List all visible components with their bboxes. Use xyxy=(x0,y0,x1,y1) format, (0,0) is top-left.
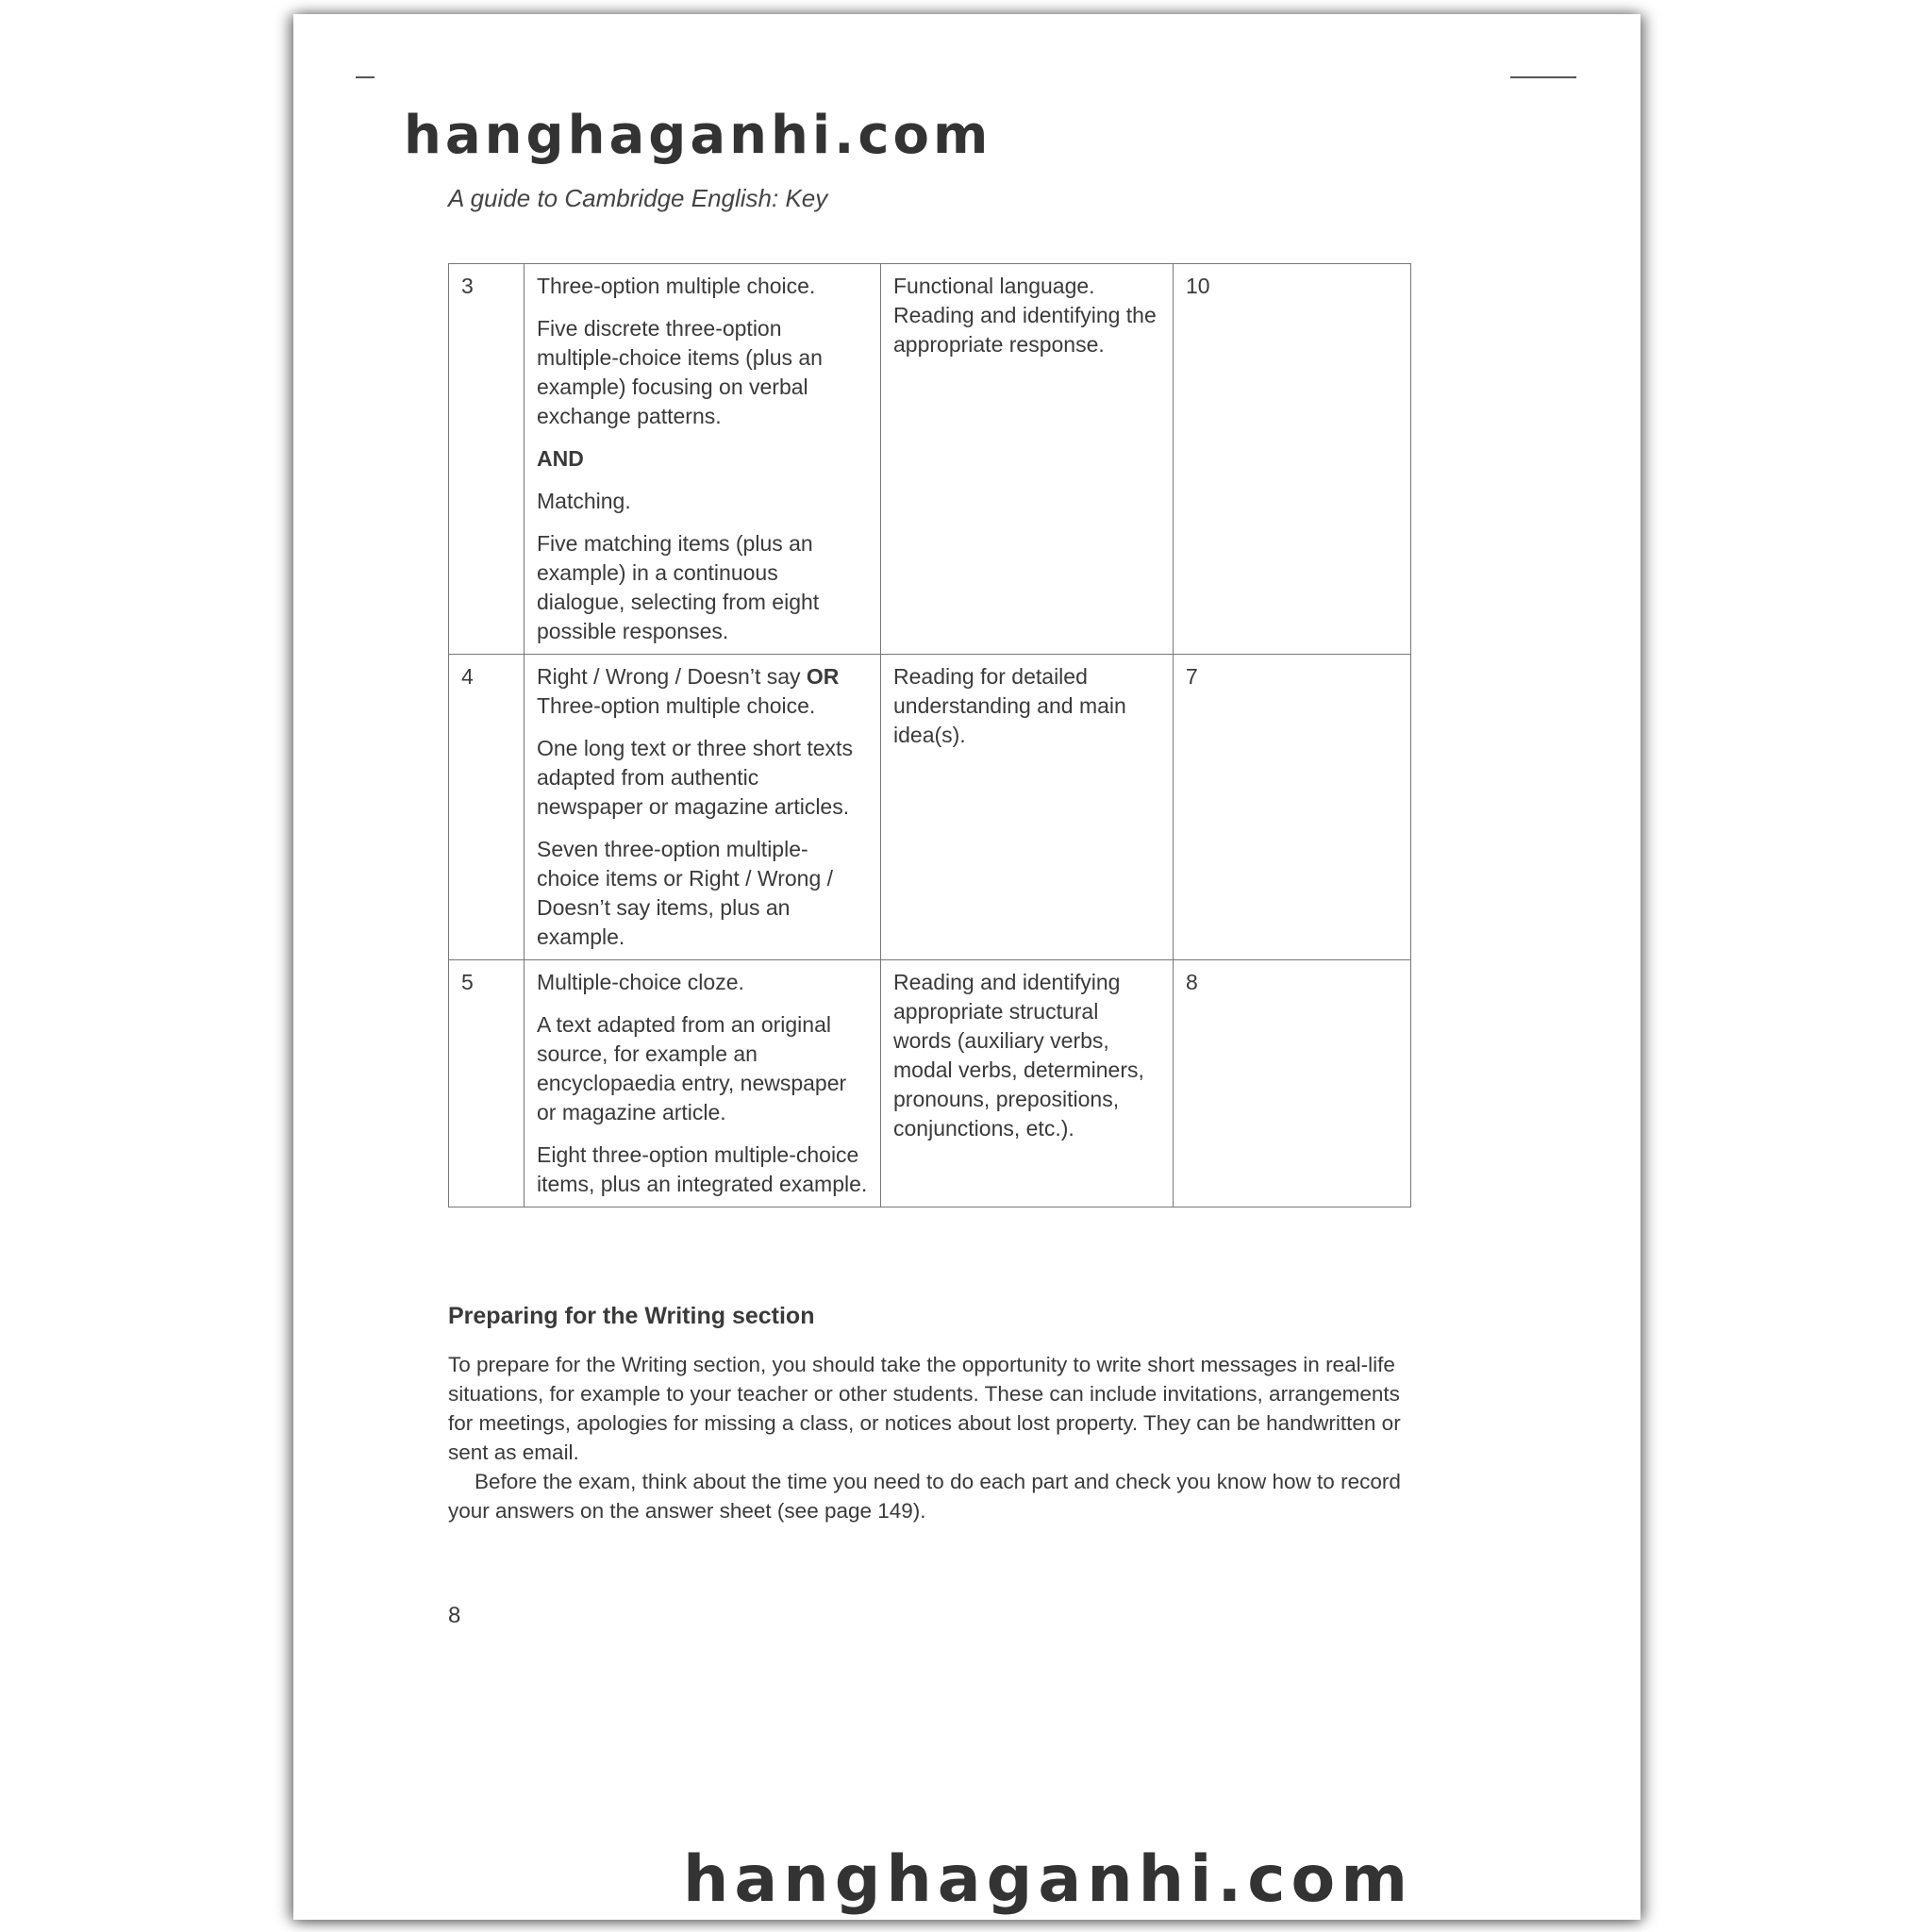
watermark-top: hanghaganhi.com xyxy=(404,105,992,166)
running-head: A guide to Cambridge English: Key xyxy=(448,184,828,212)
part-number: 3 xyxy=(449,264,525,655)
task-format-cell xyxy=(525,655,881,960)
reading-parts-table xyxy=(448,263,1411,1208)
part-number: 4 xyxy=(449,655,525,960)
document-page xyxy=(293,14,1641,1920)
questions-cell: 8 xyxy=(1174,960,1411,1208)
format-text-or: OR xyxy=(806,664,840,689)
format-text-part: Right / Wrong / Doesn’t say xyxy=(537,664,807,689)
format-text: Seven three-option multiple-choice items or Right / Wrong / Doesn’t say items, plus an example. xyxy=(537,837,834,949)
format-text: Matching. xyxy=(537,489,631,513)
table-row xyxy=(449,264,1411,655)
table-row xyxy=(449,655,1411,960)
focus-cell: Functional language. Reading and identifying the appropriate response. xyxy=(881,264,1174,655)
format-text: A text adapted from an original source, for example an encyclopaedia entry, newspaper or magazine article. xyxy=(537,1012,847,1124)
questions-cell: 7 xyxy=(1174,655,1411,960)
section-body xyxy=(448,1350,1420,1525)
questions-cell: 10 xyxy=(1174,264,1411,655)
format-text: Eight three-option multiple-choice items, plus an integrated example. xyxy=(537,1142,868,1196)
format-text: Multiple-choice cloze. xyxy=(537,970,744,994)
focus-cell: Reading and identifying appropriate structural words (auxiliary verbs, modal verbs, determiners, pronouns, prepositions, conjunctions, etc.). xyxy=(881,960,1174,1208)
part-number: 5 xyxy=(449,960,525,1208)
body-paragraph: To prepare for the Writing section, you should take the opportunity to write short messages in real-life situations, for example to your teacher or other students. These can include invitations, arrangements for meetings, apologies for missing a class, or notices about lost property. They can be handwritten or sent as email. xyxy=(448,1353,1401,1464)
task-format-cell xyxy=(525,264,881,655)
crop-mark xyxy=(356,76,375,78)
watermark-bottom: hanghaganhi.com xyxy=(683,1842,1414,1917)
format-text: One long text or three short texts adapted from authentic newspaper or magazine articles. xyxy=(537,736,853,819)
format-text xyxy=(537,662,869,721)
format-text: AND xyxy=(537,446,584,471)
body-paragraph: Before the exam, think about the time you need to do each part and check you know how to record your answers on the answer sheet (see page 149). xyxy=(448,1470,1401,1523)
format-text-part: Three-option multiple choice. xyxy=(537,693,816,718)
table-row xyxy=(449,960,1411,1208)
format-text: Five matching items (plus an example) in a continuous dialogue, selecting from eight possible responses. xyxy=(537,531,820,643)
task-format-cell xyxy=(525,960,881,1208)
format-text: Three-option multiple choice. xyxy=(537,274,816,298)
section-heading: Preparing for the Writing section xyxy=(448,1303,815,1329)
format-text: Five discrete three-option multiple-choice items (plus an example) focusing on verbal exchange patterns. xyxy=(537,316,823,428)
page-number: 8 xyxy=(448,1603,461,1628)
focus-cell: Reading for detailed understanding and main idea(s). xyxy=(881,655,1174,960)
crop-mark xyxy=(1510,76,1576,78)
